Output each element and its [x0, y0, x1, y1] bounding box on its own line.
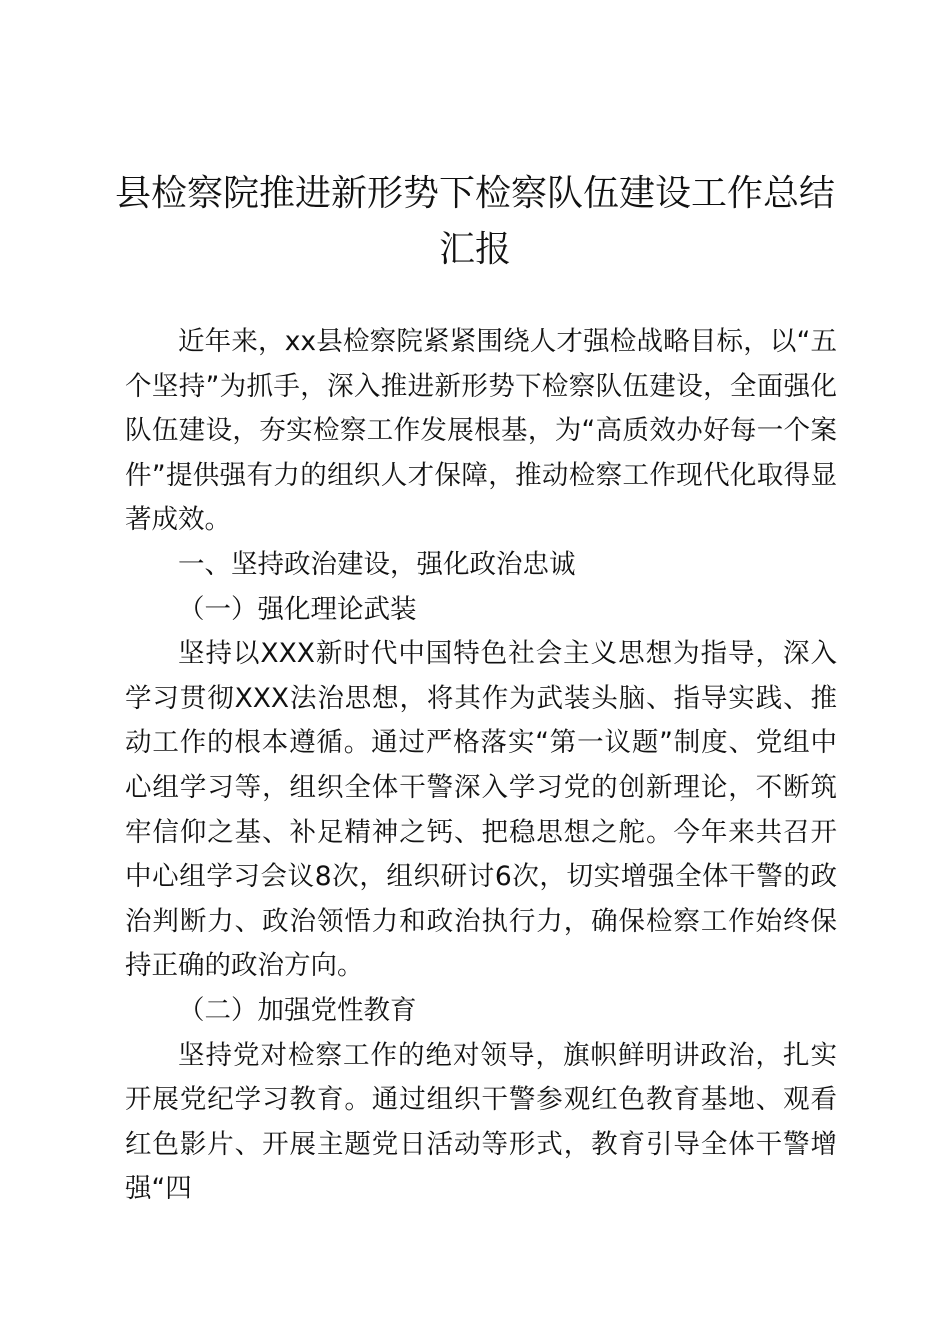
subsection-heading: （一）强化理论武装 — [178, 593, 417, 625]
section-heading: 一、坚持政治建设，强化政治忠诚 — [178, 548, 576, 580]
intro-paragraph: 近年来，xx县检察院紧紧围绕人才强检战略目标，以“五个坚持”为抓手，深入推进新形势下检察队伍建设，全面强化队伍建设，夯实检察工作发展根基，为“高质效办好每一个案件”提供强有力的组织人才保障，推动检察工作现代化取得显著成效。 — [125, 326, 837, 536]
document-title: 县检察院推进新形势下检察队伍建设工作总结汇报 — [114, 173, 835, 270]
subsection-heading: （二）加强党性教育 — [178, 994, 417, 1026]
body-paragraph: 坚持党对检察工作的绝对领导，旗帜鲜明讲政治，扎实开展党纪学习教育。通过组织干警参观红色教育基地、观看红色影片、开展主题党日活动等形式，教育引导全体干警增强“四 — [125, 1039, 837, 1205]
document-body — [125, 320, 837, 1212]
body-paragraph: 坚持以XXX新时代中国特色社会主义思想为指导，深入学习贯彻XXX法治思想，将其作为武装头脑、指导实践、推动工作的根本遵循。通过严格落实“第一议题”制度、党组中心组学习等，组织全体干警深入学习党的创新理论，不断筑牢信仰之基、补足精神之钙、把稳思想之舵。今年来共召开中心组学习会议8次，组织研讨6次，切实增强全体干警的政治判断力、政治领悟力和政治执行力，确保检察工作始终保持正确的政治方向。 — [125, 638, 837, 982]
